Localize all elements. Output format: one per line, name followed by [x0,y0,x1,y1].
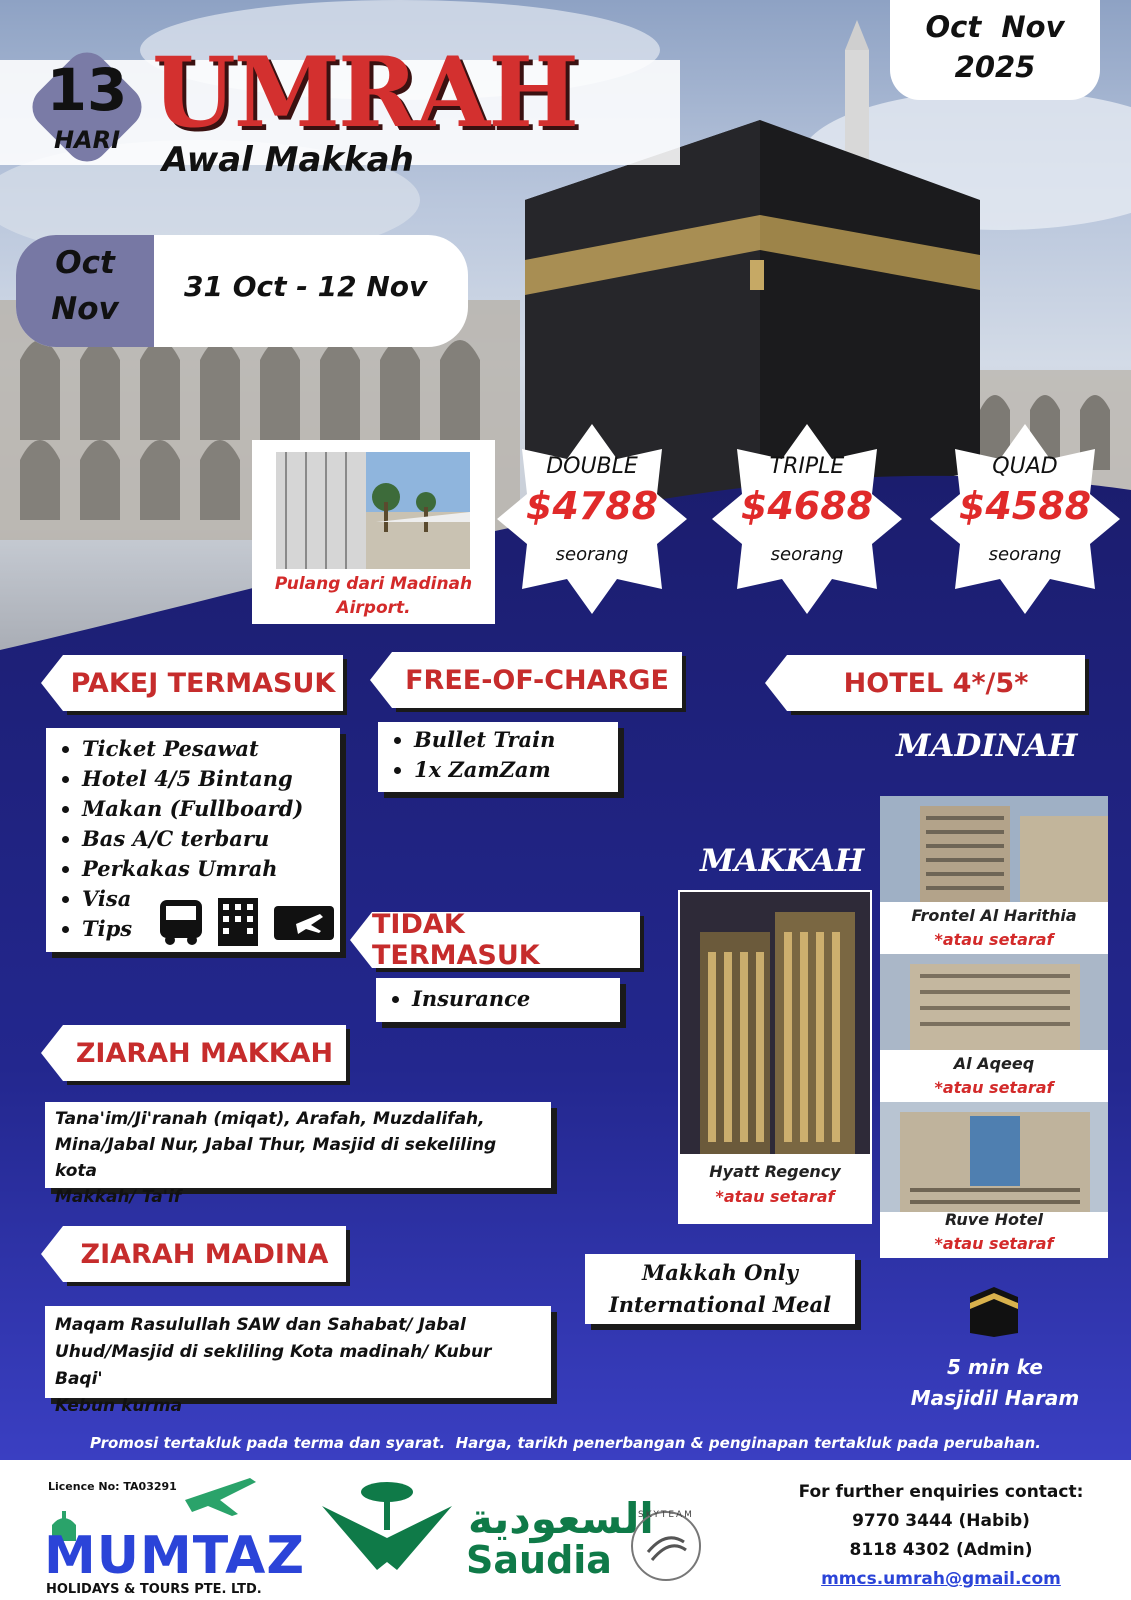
free-list [378,722,618,785]
ziarah-madina-text-2: Uhud/Masjid di sekliling Kota madinah/ Kubur Baqi' [55,1342,492,1389]
ziarah-makkah-text-1: Tana'im/Ji'ranah (miqat), Arafah, Muzdalifah, [55,1109,485,1129]
meal-line-1: Makkah Only [642,1260,798,1285]
price-type: TRIPLE [769,454,845,479]
hotel-building-icon [218,898,258,946]
price-type: DOUBLE [546,454,638,479]
madinah-hotel-note: *atau setaraf [934,930,1054,949]
plane-ticket-icon [274,906,334,940]
brand-name: MUMTAZ [44,1526,306,1586]
meal-line-2: International Meal [608,1292,832,1317]
distance-line-2: Masjidil Haram [910,1386,1080,1410]
brand-subtitle: HOLIDAYS & TOURS PTE. LTD. [46,1582,262,1597]
included-item: • Tips [82,914,340,944]
airport-card [252,440,495,624]
included-card [46,728,340,952]
kaaba-icon [966,1283,1022,1339]
contact-phone-1[interactable]: 9770 3444 (Habib) [852,1511,1030,1531]
ziarah-makkah-text-3: Makkah/ Ta'if [55,1187,182,1207]
contact-block [776,1478,1106,1594]
included-tag: PAKEJ TERMASUK [63,655,343,711]
not-included-list [376,978,620,1014]
travel-icons [156,896,336,948]
makkah-hotel-name: Hyatt Regency [709,1162,841,1181]
contact-email-link[interactable]: mmcs.umrah@gmail.com [821,1569,1061,1589]
ziarah-madina-tag: ZIARAH MADINA [63,1226,346,1282]
bus-icon [160,900,202,945]
price-value: $4788 [525,484,659,528]
licence-number: Licence No: TA03291 [48,1480,177,1493]
ziarah-madina-card [45,1306,551,1416]
month-year-year: 2025 [954,50,1036,84]
page-subtitle: Awal Makkah [162,140,414,180]
hotel-rating-tag: HOTEL 4*/5* [787,655,1085,711]
page-title: UMRAH [152,36,577,149]
price-unit: seorang [770,544,844,565]
al-aqeeq-image [880,954,1108,1050]
hyatt-regency-image [680,892,870,1154]
date-range: 31 Oct - 12 Nov [184,270,428,303]
price-quad [930,424,1120,614]
madinah-hotels-card [880,796,1108,1258]
price-value: $4588 [958,484,1092,528]
airline-latin: Saudia [466,1538,612,1582]
madinah-hotel-note: *atau setaraf [934,1078,1054,1097]
included-item: • Makan (Fullboard) [82,794,340,824]
airline-arabic: السعودية [468,1494,654,1543]
included-item: • Hotel 4/5 Bintang [82,764,340,794]
madinah-hotel-name: Frontel Al Harithia [911,906,1077,925]
airport-caption-1: Pulang dari Madinah [274,574,473,594]
date-month-1: Oct [55,245,115,281]
month-year-months: Oct Nov [925,10,1065,44]
skyteam-logo [628,1508,704,1584]
disclaimer: Promosi tertakluk pada terma dan syarat. Harga, tarikh penerbangan & penginapan tertakluk pada perubahan. [90,1434,1041,1452]
date-month-2: Nov [51,291,119,327]
alliance-name: SKYTEAM [638,1510,694,1520]
price-unit: seorang [555,544,629,565]
free-tag: FREE-OF-CHARGE [392,652,682,708]
ziarah-makkah-text-2: Mina/Jabal Nur, Jabal Thur, Masjid di sekeliling kota [55,1135,497,1181]
distance-text [900,1352,1090,1414]
meal-card [585,1254,855,1324]
ziarah-madina-text-3: Kebun kurma [55,1396,183,1416]
days-number: 13 [46,56,128,124]
days-badge [22,42,152,172]
date-pill [16,235,468,347]
free-item: • Bullet Train [414,725,618,755]
ruve-hotel-image [880,1102,1108,1212]
included-item: • Perkakas Umrah [82,854,340,884]
free-card [378,722,618,792]
included-item: • Bas A/C terbaru [82,824,340,854]
included-item: • Visa [82,884,340,914]
frontel-al-harithia-image [880,796,1108,902]
madinah-hotel-name: Ruve Hotel [944,1210,1044,1229]
not-included-tag: TIDAK TERMASUK [372,912,640,968]
not-included-item: • Insurance [412,984,620,1014]
saudia-palm-logo-icon [322,1478,452,1578]
makkah-hotel-card [678,890,872,1224]
price-double [497,424,687,614]
madinah-heading: MADINAH [896,728,1078,764]
ziarah-madina-text-1: Maqam Rasulullah SAW dan Sahabat/ Jabal [55,1315,466,1335]
price-triple [712,424,902,614]
distance-line-1: 5 min ke [947,1355,1043,1379]
airport-caption-2: Airport. [336,598,411,618]
makkah-hotel-note: *atau setaraf [715,1187,835,1206]
plane-logo-icon [180,1470,260,1520]
madinah-hotel-note: *atau setaraf [934,1234,1054,1253]
madinah-hotel-name: Al Aqeeq [953,1054,1035,1073]
month-year-badge [890,0,1100,100]
included-item: • Ticket Pesawat [82,734,340,764]
airport-image [276,452,470,569]
not-included-card [376,978,620,1022]
days-label: HARI [53,126,121,154]
ziarah-makkah-card [45,1102,551,1207]
price-value: $4688 [740,484,874,528]
price-unit: seorang [988,544,1062,565]
ziarah-makkah-tag: ZIARAH MAKKAH [63,1025,346,1081]
contact-phone-2[interactable]: 8118 4302 (Admin) [849,1540,1033,1560]
makkah-heading: MAKKAH [700,843,865,879]
price-type: QUAD [992,454,1058,479]
free-item: • 1x ZamZam [414,755,618,785]
contact-heading: For further enquiries contact: [798,1482,1084,1502]
